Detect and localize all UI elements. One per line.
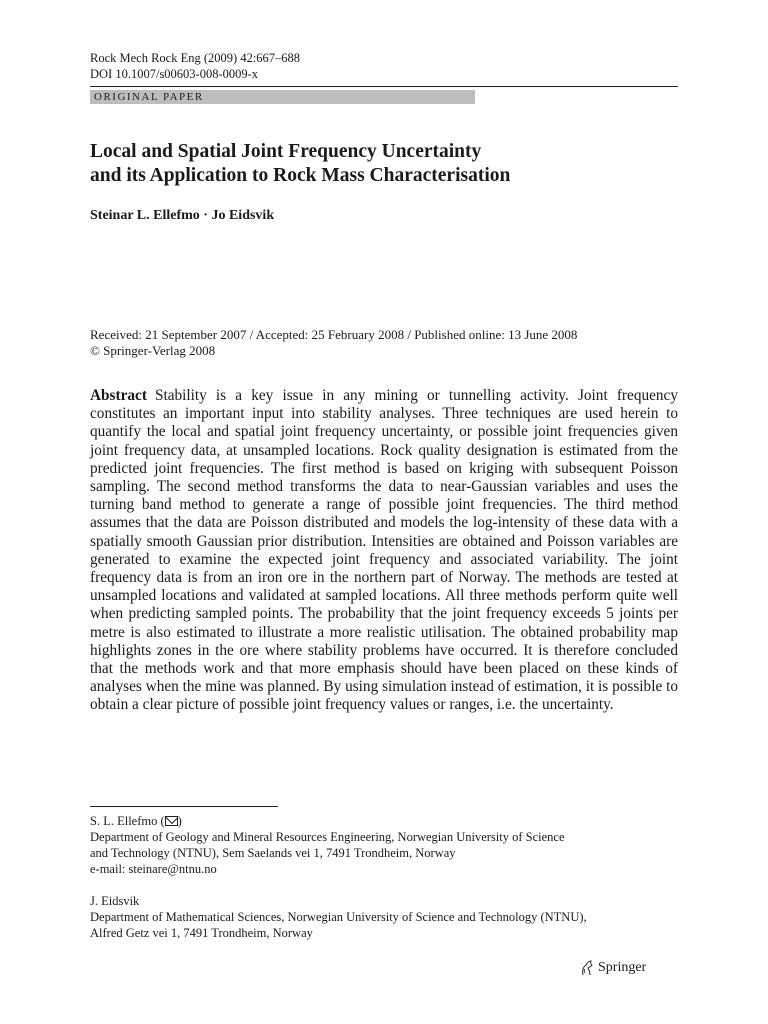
author-1-name-close: ) bbox=[177, 814, 182, 828]
author-1-affiliation-1: Department of Geology and Mineral Resources Engineering, Norwegian University of Science bbox=[90, 830, 565, 844]
publisher-logo bbox=[580, 960, 646, 976]
publisher-name: Springer bbox=[598, 960, 647, 975]
copyright: © Springer-Verlag 2008 bbox=[90, 343, 216, 358]
abstract bbox=[90, 387, 678, 715]
footnote-rule bbox=[90, 806, 278, 807]
doi: DOI 10.1007/s00603-008-0009-x bbox=[90, 67, 259, 81]
title-line-1: Local and Spatial Joint Frequency Uncertainty bbox=[90, 141, 482, 162]
abstract-label: Abstract bbox=[90, 387, 147, 404]
author-1-affiliation-2: and Technology (NTNU), Sem Saelands vei 1, 7491 Trondheim, Norway bbox=[90, 846, 456, 860]
paper-title bbox=[90, 140, 690, 188]
publication-dates: Received: 21 September 2007 / Accepted: 25 February 2008 / Published online: 13 June 2008 bbox=[90, 327, 578, 342]
envelope-icon bbox=[165, 816, 178, 826]
journal-citation: Rock Mech Rock Eng (2009) 42:667–688 bbox=[90, 51, 301, 65]
author-1-name: S. L. Ellefmo ( bbox=[90, 814, 165, 828]
title-line-2: and its Application to Rock Mass Characterisation bbox=[90, 165, 511, 186]
authors: Steinar L. Ellefmo · Jo Eidsvik bbox=[90, 208, 275, 223]
paper-type-banner: ORIGINAL PAPER bbox=[90, 90, 475, 104]
author-2-affiliation-1: Department of Mathematical Sciences, Norwegian University of Science and Technology (NTNU), bbox=[90, 910, 587, 924]
abstract-text: Stability is a key issue in any mining or tunnelling activity. Joint frequency constitutes an important input into stability analyses. Three techniques are used herein to quantify the local and spatial joint frequency uncertainty, or possible joint frequencies given joint frequency data, at unsampled locations. Rock quality designation is estimated from the predicted joint frequencies. The first method is based on kriging with subsequent Poisson sampling. The second method transforms the data to near-Gaussian variables and uses the turning band method to generate a range of possible joint frequencies. The third method assumes that the data are Poisson distributed and models the log-intensity of these data with a spatially smooth Gaussian prior distribution. Intensities are obtained and Poisson variables are generated to examine the expected joint frequency and associated variability. The joint frequency data is from an iron ore in the northern part of Norway. The methods are tested at unsampled locations and validated at sampled locations. All three methods perform quite well when predicting sampled points. The probability that the joint frequency exceeds 5 joints per metre is also estimated to illustrate a more realistic utilisation. The obtained probability map highlights zones in the ore where stability problems have occurred. It is therefore concluded that the methods work and that more emphasis should have been placed on these kinds of analyses when the mine was planned. By using simulation instead of estimation, it is possible to obtain a clear picture of possible joint frequency values or ranges, i.e. the uncertainty. bbox=[90, 387, 678, 714]
footnote-author-1 bbox=[90, 813, 690, 877]
springer-horse-icon bbox=[580, 960, 594, 976]
author-2-affiliation-2: Alfred Getz vei 1, 7491 Trondheim, Norway bbox=[90, 926, 313, 940]
author-2-name: J. Eidsvik bbox=[90, 894, 140, 908]
author-1-email: e-mail: steinare@ntnu.no bbox=[90, 862, 217, 876]
footnote-author-2 bbox=[90, 893, 690, 941]
header-rule bbox=[90, 86, 678, 87]
